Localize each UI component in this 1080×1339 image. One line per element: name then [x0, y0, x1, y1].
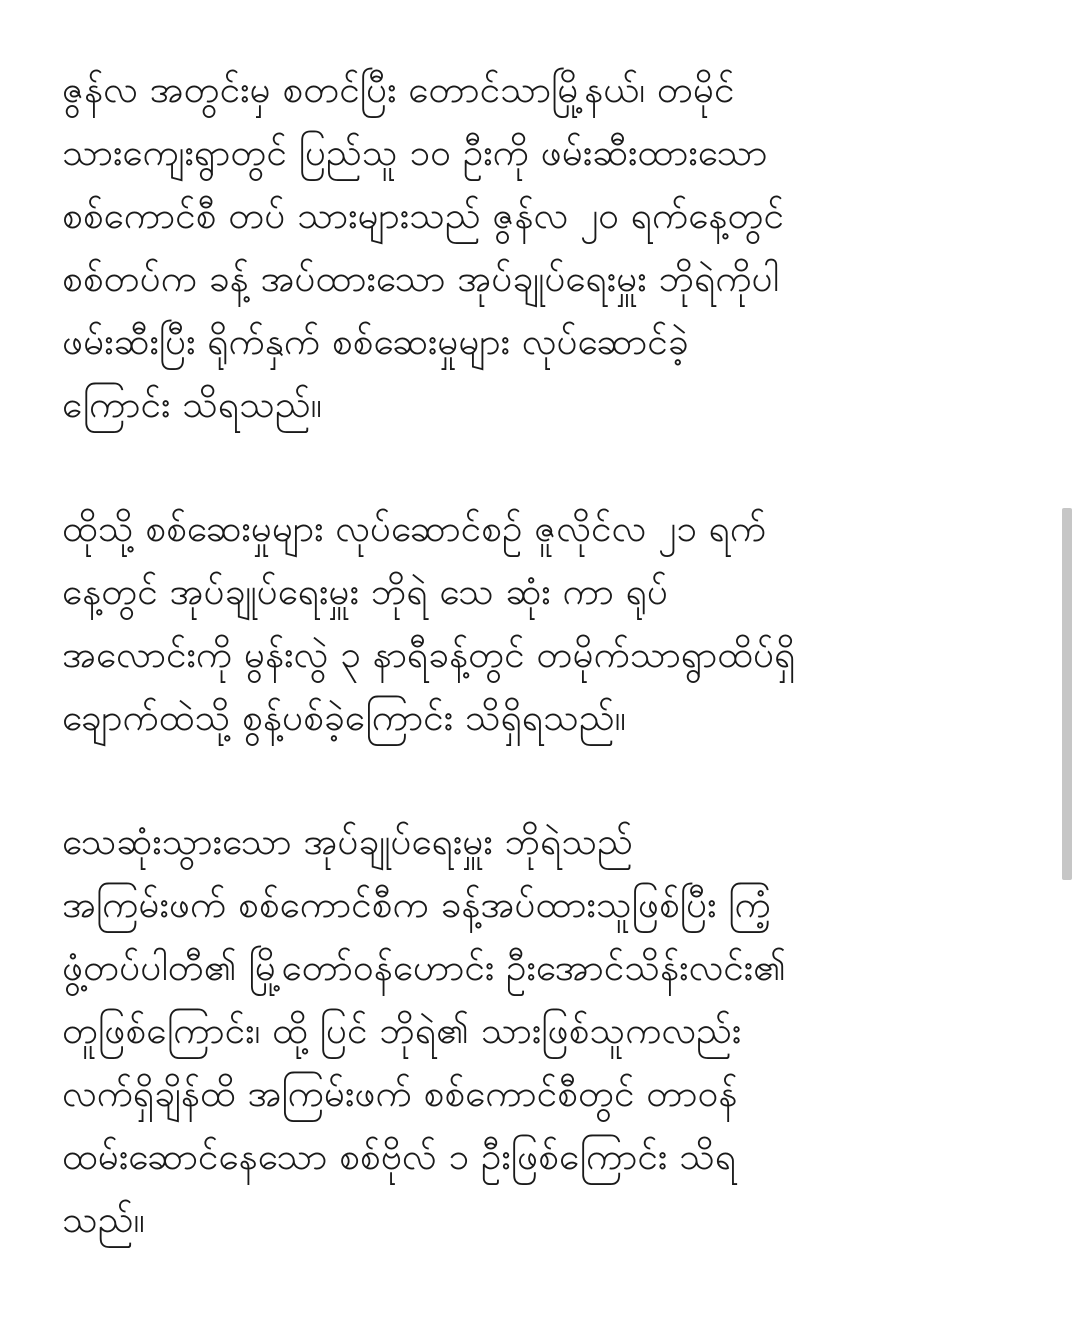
text-line: ထမ်းဆောင်နေသော စစ်ဗိုလ် ၁ ဦးဖြစ်ကြောင်း သိရ — [62, 1135, 737, 1178]
text-line: ထိုသို့ စစ်ဆေးမှုများ လုပ်ဆောင်စဉ် ဇူလိုင်လ ၂၁ ရက် — [62, 507, 767, 550]
text-line: စစ်ကောင်စီ တပ် သားများသည် ဇွန်လ ၂၀ ရက်နေ့တွင် — [62, 194, 784, 237]
text-line: သားကျေးရွာတွင် ပြည်သူ ၁၀ ဦးကို ဖမ်းဆီးထားသော — [62, 131, 768, 174]
text-line: စစ်တပ်က ခန့် အပ်ထားသော အုပ်ချုပ်ရေးမှူး ဘိုရဲကိုပါ — [62, 257, 780, 300]
paragraph-3 — [62, 810, 1042, 1251]
text-line: ကြောင်း သိရသည်။ — [62, 383, 322, 426]
text-line: တူဖြစ်ကြောင်း၊ ထို့ ပြင် ဘိုရဲ၏ သားဖြစ်သူကလည်း — [62, 1009, 742, 1052]
text-line: ဖွံ့တပ်ပါတီ၏ မြို့တော်ဝန်ဟောင်း ဦးအောင်သိန်းလင်း၏ — [62, 946, 787, 989]
paragraph-spacer — [62, 749, 1042, 810]
text-line: အကြမ်းဖက် စစ်ကောင်စီက ခန့်အပ်ထားသူဖြစ်ပြီး ကြံ့ — [62, 883, 771, 926]
text-line: နေ့တွင် အုပ်ချုပ်ရေးမှူး ဘိုရဲ သေ ဆုံး ကာ ရုပ် — [62, 570, 668, 613]
paragraph-2 — [62, 497, 1042, 749]
text-line: ဖမ်းဆီးပြီး ရိုက်နှက် စစ်ဆေးမှုများ လုပ်ဆောင်ခဲ့ — [62, 320, 689, 363]
vertical-scrollbar-thumb[interactable] — [1062, 508, 1072, 880]
paragraph-spacer — [62, 436, 1042, 497]
paragraph-1 — [62, 58, 1042, 436]
text-line: လက်ရှိချိန်ထိ အကြမ်းဖက် စစ်ကောင်စီတွင် တာဝန် — [62, 1072, 738, 1115]
text-line: သည်။ — [62, 1198, 145, 1241]
text-line: ဇွန်လ အတွင်းမှ စတင်ပြီး တောင်သာမြို့နယ်၊ တမိုင် — [62, 68, 735, 111]
text-line: သေဆုံးသွားသော အုပ်ချုပ်ရေးမှူး ဘိုရဲသည် — [62, 820, 633, 863]
article-body — [62, 58, 1042, 1251]
text-line: အလောင်းကို မွန်းလွဲ ၃ နာရီခန့်တွင် တမိုက်သာရွာထိပ်ရှိ — [62, 633, 796, 676]
text-line: ချောက်ထဲသို့ စွန့်ပစ်ခဲ့ကြောင်း သိရှိရသည်။ — [62, 696, 626, 739]
